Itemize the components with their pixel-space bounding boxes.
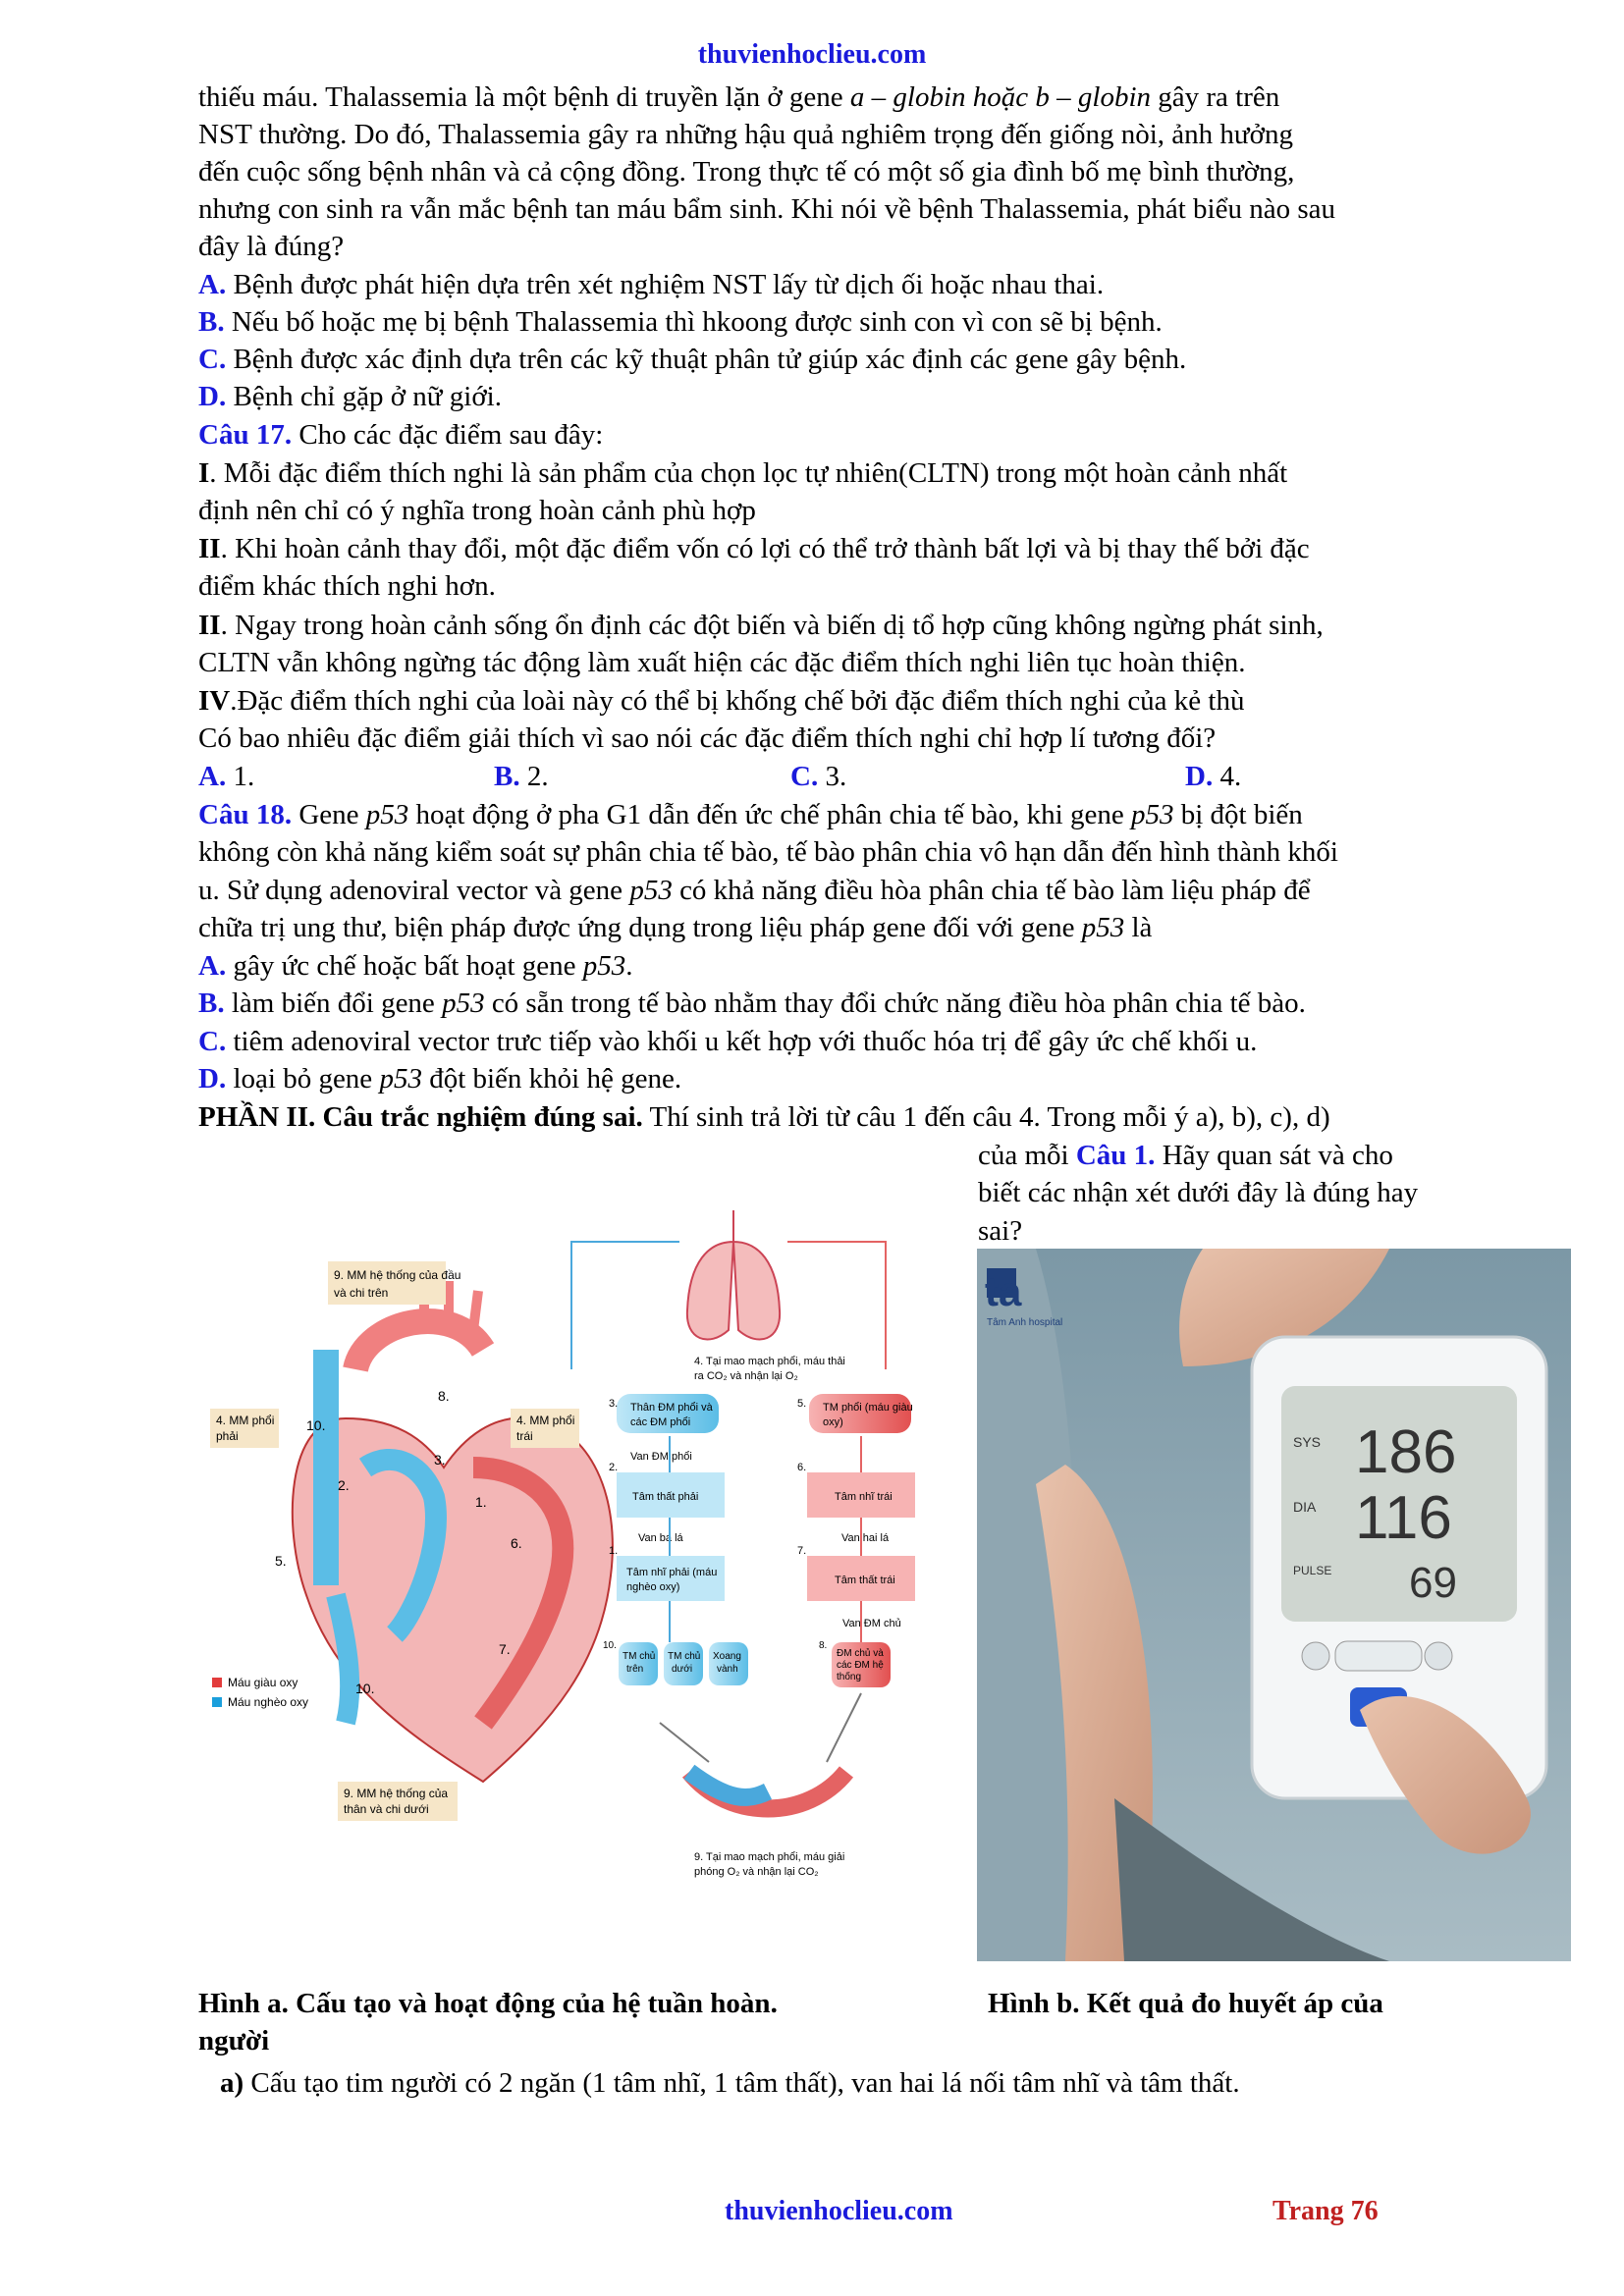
part2-line2: của mỗi Câu 1. Hãy quan sát và cho xyxy=(978,1140,1393,1171)
heart-illustration xyxy=(275,1281,613,1782)
svg-text:6.: 6. xyxy=(511,1535,522,1551)
q17-statement-2-cont: điểm khác thích nghi hơn. xyxy=(198,570,496,602)
svg-text:4. MM phổi: 4. MM phổi xyxy=(216,1414,275,1427)
svg-text:trái: trái xyxy=(516,1429,533,1443)
svg-text:2.: 2. xyxy=(338,1477,350,1493)
svg-text:4. Tại mao mạch phổi, máu thải: 4. Tại mao mạch phổi, máu thải xyxy=(694,1356,845,1367)
q17-statement-2: II. Khi hoàn cảnh thay đổi, một đặc điểm vốn có lợi có thể trở thành bất lợi và bị thay thế bởi đặc xyxy=(198,533,1310,564)
q17-stem: Câu 17. Cho các đặc điểm sau đây: xyxy=(198,419,604,451)
q18-option-c: C. tiêm adenoviral vector trưc tiếp vào khối u kết hợp với thuốc hóa trị để gây ức chế khối u. xyxy=(198,1026,1258,1057)
svg-text:DIA: DIA xyxy=(1293,1499,1317,1515)
svg-text:10.: 10. xyxy=(306,1417,326,1433)
q16-line1: thiếu máu. Thalassemia là một bệnh di truyền lặn ở gene a – globin hoặc b – globin gây ra trên xyxy=(198,81,1280,113)
svg-text:TM chủ: TM chủ xyxy=(668,1651,701,1662)
q16-line5: đây là đúng? xyxy=(198,231,345,262)
sys-value: 186 xyxy=(1355,1418,1457,1486)
svg-text:8.: 8. xyxy=(438,1388,450,1404)
q17-statement-1: I. Mỗi đặc điểm thích nghi là sản phẩm của chọn lọc tự nhiên(CLTN) trong một hoàn cảnh nhất xyxy=(198,457,1288,489)
svg-text:Van ĐM phổi: Van ĐM phổi xyxy=(630,1451,692,1463)
svg-text:PULSE: PULSE xyxy=(1293,1564,1332,1577)
svg-text:ta: ta xyxy=(985,1268,1022,1314)
svg-text:9. Tại mao mạch phổi, máu giải: 9. Tại mao mạch phổi, máu giải xyxy=(694,1851,845,1863)
caption-figure-a: Hình a. Cấu tạo và hoạt động của hệ tuần hoàn. xyxy=(198,1988,778,2019)
svg-text:9. MM hệ thống của: 9. MM hệ thống của xyxy=(344,1787,449,1800)
q17-statement-4: IV.Đặc điểm thích nghi của loài này có thể bị khống chế bởi đặc điểm thích nghi của kẻ thù xyxy=(198,685,1245,717)
svg-text:4. MM phổi: 4. MM phổi xyxy=(516,1414,575,1427)
q18-line3: u. Sử dụng adenoviral vector và gene p53 có khả năng điều hòa phân chia tế bào làm liệu pháp để xyxy=(198,875,1311,906)
svg-text:thân và chi dưới: thân và chi dưới xyxy=(344,1802,429,1816)
svg-text:Van hai lá: Van hai lá xyxy=(841,1532,890,1544)
q18-option-b: B. làm biến đổi gene p53 có sẵn trong tế bào nhằm thay đổi chức năng điều hòa phân chia tế bào. xyxy=(198,988,1306,1019)
flow-diagram xyxy=(571,1210,915,1878)
svg-text:SYS: SYS xyxy=(1293,1434,1322,1450)
q16-option-d: D. Bệnh chỉ gặp ở nữ giới. xyxy=(198,381,502,412)
q17-option-c: C. 3. xyxy=(790,761,847,792)
q17-option-b: B. 2. xyxy=(494,761,549,792)
q17-statement-3-cont: CLTN vẫn không ngừng tác động làm xuất hiện các đặc điểm thích nghi liên tục hoàn thiện. xyxy=(198,647,1246,678)
svg-text:7.: 7. xyxy=(797,1545,807,1557)
svg-text:Tâm thất trái: Tâm thất trái xyxy=(835,1575,895,1586)
q18-line4: chữa trị ung thư, biện pháp được ứng dụng trong liệu pháp gene đối với gene p53 là xyxy=(198,912,1153,943)
part2-heading: PHẦN II. Câu trắc nghiệm đúng sai. Thí sinh trả lời từ câu 1 đến câu 4. Trong mỗi ý a), b), c), d) xyxy=(198,1101,1330,1133)
q18-option-a: A. gây ức chế hoặc bất hoạt gene p53. xyxy=(198,950,633,982)
svg-text:ĐM chủ và: ĐM chủ và xyxy=(837,1648,884,1659)
svg-text:Máu giàu oxy: Máu giàu oxy xyxy=(228,1676,298,1689)
caption-figure-a-cont: người xyxy=(198,2025,270,2056)
svg-text:các ĐM phổi: các ĐM phổi xyxy=(630,1416,691,1428)
svg-text:Van ba lá: Van ba lá xyxy=(638,1532,683,1544)
caption-figure-b: Hình b. Kết quả đo huyết áp của xyxy=(988,1988,1383,2019)
q17-statement-1-cont: định nên chỉ có ý nghĩa trong hoàn cảnh phù hợp xyxy=(198,495,756,526)
q16-option-a: A. Bệnh được phát hiện dựa trên xét nghiệm NST lấy từ dịch ối hoặc nhau thai. xyxy=(198,269,1105,300)
q18-line2: không còn khả năng kiểm soát sự phân chia tế bào, tế bào phân chia vô hạn dẫn đến hình thành khối xyxy=(198,836,1338,868)
statement-a: a) Cấu tạo tim người có 2 ngăn (1 tâm nhĩ, 1 tâm thất), van hai lá nối tâm nhĩ và tâm thất. xyxy=(220,2067,1240,2099)
q17-option-d: D. 4. xyxy=(1185,761,1242,792)
q17-statement-3: II. Ngay trong hoàn cảnh sống ổn định các đột biến và biến dị tổ hợp cũng không ngừng phát sinh, xyxy=(198,610,1324,641)
svg-text:nghèo oxy): nghèo oxy) xyxy=(626,1581,680,1593)
pulse-value: 69 xyxy=(1409,1559,1457,1607)
part2-line3: biết các nhận xét dưới đây là đúng hay xyxy=(978,1177,1419,1208)
svg-text:Thân ĐM phổi và: Thân ĐM phổi và xyxy=(630,1402,713,1414)
svg-text:1.: 1. xyxy=(475,1494,487,1510)
svg-text:7.: 7. xyxy=(499,1641,511,1657)
svg-text:các ĐM hệ: các ĐM hệ xyxy=(837,1660,884,1671)
svg-text:phải: phải xyxy=(216,1429,239,1443)
q16-option-c: C. Bệnh được xác định dựa trên các kỹ thuật phân tử giúp xác định các gene gây bệnh. xyxy=(198,344,1187,375)
svg-text:Tâm Anh hospital: Tâm Anh hospital xyxy=(987,1317,1063,1328)
svg-text:thống: thống xyxy=(837,1672,862,1682)
svg-text:Van ĐM chủ: Van ĐM chủ xyxy=(842,1618,901,1629)
header-site[interactable]: thuvienhoclieu.com xyxy=(697,39,927,70)
figure-a-circulation xyxy=(198,1173,954,1949)
svg-text:và chi trên: và chi trên xyxy=(334,1286,389,1300)
svg-text:5.: 5. xyxy=(275,1553,287,1569)
svg-text:TM chủ: TM chủ xyxy=(623,1651,656,1662)
q16-line3: đến cuộc sống bệnh nhân và cả cộng đồng. Trong thực tế có một số gia đình bố mẹ bình thường, xyxy=(198,156,1295,187)
svg-text:vành: vành xyxy=(717,1664,738,1675)
svg-text:Máu nghèo oxy: Máu nghèo oxy xyxy=(228,1695,309,1709)
svg-text:Tâm nhĩ trái: Tâm nhĩ trái xyxy=(835,1491,893,1503)
q18-line1: Câu 18. Gene p53 hoạt động ở pha G1 dẫn đến ức chế phân chia tế bào, khi gene p53 bị đột biến xyxy=(198,799,1303,830)
part2-line4: sai? xyxy=(978,1215,1023,1247)
q17-question: Có bao nhiêu đặc điểm giải thích vì sao nói các đặc điểm thích nghi chỉ hợp lí tương đối? xyxy=(198,722,1217,754)
q16-line4: nhưng con sinh ra vẫn mắc bệnh tan máu bẩm sinh. Khi nói về bệnh Thalassemia, phát biểu nào sau xyxy=(198,193,1335,225)
page-number: Trang 76 xyxy=(1272,2196,1379,2226)
svg-text:5.: 5. xyxy=(797,1398,807,1410)
q17-option-a: A. 1. xyxy=(198,761,255,792)
svg-text:3.: 3. xyxy=(434,1452,446,1468)
svg-text:Xoang: Xoang xyxy=(713,1651,741,1662)
svg-text:Tâm thất phải: Tâm thất phải xyxy=(632,1491,699,1503)
figure-b-blood-pressure xyxy=(977,1249,1571,1961)
svg-text:3.: 3. xyxy=(609,1398,619,1410)
svg-text:10.: 10. xyxy=(603,1640,617,1651)
q16-option-b: B. Nếu bố hoặc mẹ bị bệnh Thalassemia thì hkoong được sinh con vì con sẽ bị bệnh. xyxy=(198,306,1163,338)
svg-text:6.: 6. xyxy=(797,1462,807,1473)
svg-text:2.: 2. xyxy=(609,1462,619,1473)
svg-text:trên: trên xyxy=(626,1664,644,1675)
svg-text:8.: 8. xyxy=(819,1640,828,1651)
svg-text:10.: 10. xyxy=(355,1681,375,1696)
q18-option-d: D. loại bỏ gene p53 đột biến khỏi hệ gene. xyxy=(198,1063,682,1095)
svg-text:Tâm nhĩ phải (máu: Tâm nhĩ phải (máu xyxy=(626,1567,718,1578)
svg-text:1.: 1. xyxy=(609,1545,619,1557)
svg-text:oxy): oxy) xyxy=(823,1416,843,1428)
svg-text:dưới: dưới xyxy=(672,1664,693,1675)
dia-value: 116 xyxy=(1355,1484,1452,1552)
svg-text:9. MM hệ thống của đầu: 9. MM hệ thống của đầu xyxy=(334,1268,461,1282)
svg-text:phóng O₂ và nhận lại CO₂: phóng O₂ và nhận lại CO₂ xyxy=(694,1866,819,1878)
footer-site[interactable]: thuvienhoclieu.com xyxy=(725,2196,953,2226)
q16-line2: NST thường. Do đó, Thalassemia gây ra những hậu quả nghiêm trọng đến giống nòi, ảnh hưởng xyxy=(198,119,1293,150)
svg-text:TM phổi (máu giàu: TM phổi (máu giàu xyxy=(823,1402,913,1414)
svg-text:ra CO₂ và nhận lại O₂: ra CO₂ và nhận lại O₂ xyxy=(694,1370,798,1382)
